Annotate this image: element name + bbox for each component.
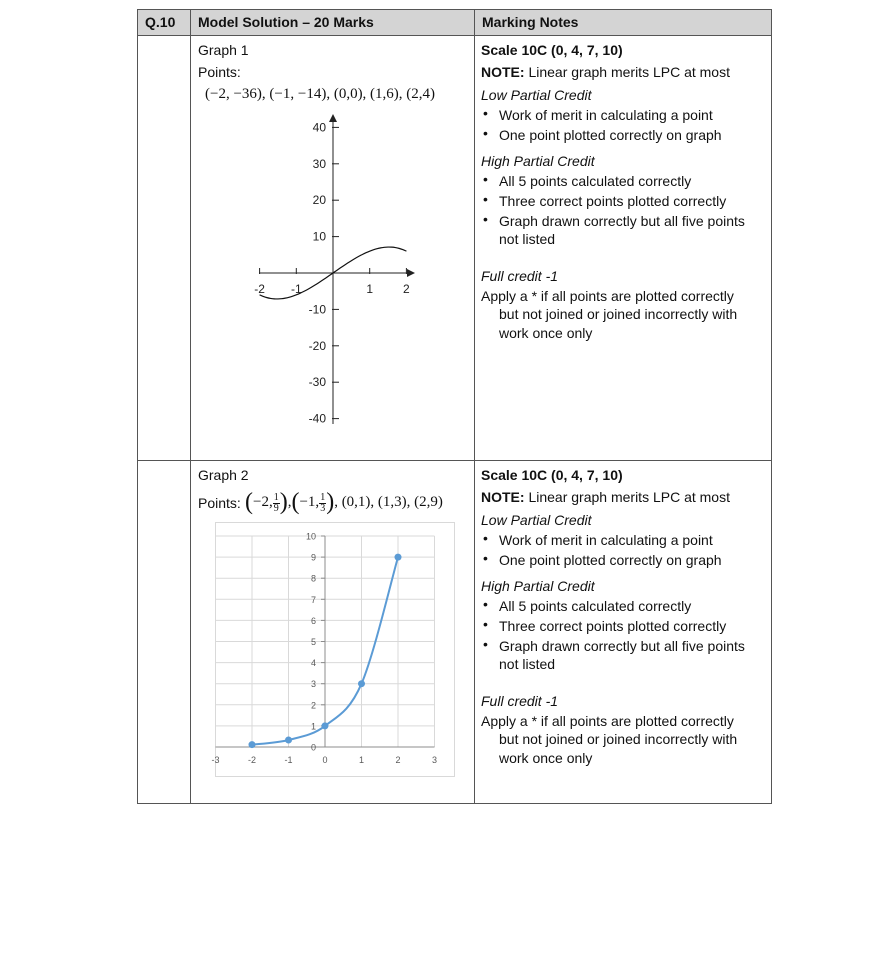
bullet-icon: •	[483, 125, 488, 141]
y-tick-label: 7	[310, 594, 316, 605]
low-item: One point plotted correctly on graph	[499, 127, 722, 143]
y-tick-label: -10	[308, 302, 326, 317]
graph2-cell	[191, 461, 475, 804]
bullet-icon: •	[483, 105, 488, 121]
low-item: Work of merit in calculating a point	[499, 532, 713, 548]
note-label: NOTE:	[481, 64, 525, 80]
bullet-icon: •	[483, 530, 488, 546]
graph2-data-point	[285, 736, 292, 743]
low-item: Work of merit in calculating a point	[499, 107, 713, 123]
high-credit-heading: High Partial Credit	[481, 578, 595, 594]
x-tick-label: -2	[247, 755, 257, 765]
graph2-chart	[191, 461, 475, 803]
y-tick-label: 10	[312, 229, 326, 244]
y-tick-label: 2	[310, 700, 316, 711]
graph1-points: (−2, −36), (−1, −14), (0,0), (1,6), (2,4)	[205, 86, 436, 102]
high-item: not listed	[499, 656, 556, 672]
full-credit-heading: Full credit -1	[481, 268, 559, 284]
x-tick-label: -2	[254, 282, 265, 296]
bullet-icon: •	[483, 191, 488, 207]
marking-notes-2	[475, 461, 771, 803]
graph2-points: (−2, $\frac{1}{9}$ ),(−1, $\frac{1}{3}$ ), (0,1), (1,3), (2,9)	[245, 489, 443, 515]
y-tick-label: -30	[308, 375, 326, 390]
question-cell	[138, 36, 191, 461]
y-tick-label: -20	[308, 338, 326, 353]
high-item: Graph drawn correctly but all five points	[499, 213, 745, 229]
low-credit-heading: Low Partial Credit	[481, 512, 592, 528]
graph1-cell	[191, 36, 475, 461]
marking-notes-1	[475, 36, 771, 460]
y-axis-arrow-icon	[329, 114, 337, 122]
full-credit-line: work once only	[499, 325, 593, 341]
note-text: Linear graph merits LPC at most	[524, 64, 730, 80]
x-tick-label: -1	[284, 755, 293, 765]
y-tick-label: 5	[310, 637, 316, 647]
x-tick-label: 2	[403, 282, 410, 296]
scale-text: Scale 10C (0, 4, 7, 10)	[481, 42, 623, 58]
y-tick-label: 6	[310, 615, 316, 626]
graph2-data-point	[395, 554, 402, 561]
bullet-icon: •	[483, 211, 488, 227]
x-tick-label: 1	[366, 282, 374, 296]
marking-notes-cell-2	[475, 461, 772, 804]
full-credit-line: work once only	[499, 750, 593, 766]
bullet-icon: •	[483, 171, 488, 187]
high-item: All 5 points calculated correctly	[499, 173, 692, 189]
model-solution-header: Model Solution – 20 Marks	[191, 10, 475, 36]
bullet-icon: •	[483, 616, 488, 632]
full-credit-line: Apply a * if all points are plotted correctly	[481, 713, 734, 729]
x-tick-label: 3	[431, 755, 438, 765]
note-text: Linear graph merits LPC at most	[524, 489, 730, 505]
y-tick-label: 20	[312, 193, 326, 208]
graph2-title: Graph 2	[198, 467, 249, 483]
marking-notes-header: Marking Notes	[475, 10, 772, 36]
low-item: One point plotted correctly on graph	[499, 552, 722, 568]
note-line	[481, 488, 730, 506]
high-credit-heading: High Partial Credit	[481, 153, 595, 169]
high-item: Graph drawn correctly but all five points	[499, 638, 745, 654]
graph2-data-point	[322, 722, 329, 729]
y-tick-label: 40	[312, 120, 326, 135]
y-tick-label: 3	[310, 679, 316, 690]
full-credit-line: but not joined or joined incorrectly with	[499, 306, 738, 322]
question-cell	[138, 461, 191, 804]
note-line	[481, 63, 730, 81]
high-item: All 5 points calculated correctly	[499, 598, 692, 614]
y-tick-label: 4	[310, 658, 316, 669]
bullet-icon: •	[483, 636, 488, 652]
graph2-data-point	[358, 680, 365, 687]
y-tick-label: 8	[310, 573, 316, 584]
high-item: not listed	[499, 231, 556, 247]
y-tick-label: -40	[308, 411, 326, 426]
question-number-header: Q.10	[138, 10, 191, 36]
graph2-points-label: Points:	[198, 495, 241, 511]
x-tick-label: -3	[211, 755, 220, 765]
full-credit-heading: Full credit -1	[481, 693, 559, 709]
bullet-icon: •	[483, 596, 488, 612]
scale-text: Scale 10C (0, 4, 7, 10)	[481, 467, 623, 483]
bullet-icon: •	[483, 550, 488, 566]
graph1-title: Graph 1	[198, 42, 249, 58]
graph1-points-label: Points:	[198, 64, 241, 80]
y-tick-label: 0	[310, 742, 316, 753]
high-item: Three correct points plotted correctly	[499, 193, 727, 209]
graph2-data-point	[249, 741, 256, 748]
full-credit-line: Apply a * if all points are plotted correctly	[481, 288, 734, 304]
full-credit-line: but not joined or joined incorrectly with	[499, 731, 738, 747]
marking-notes-cell-1	[475, 36, 772, 461]
high-item: Three correct points plotted correctly	[499, 618, 727, 634]
y-tick-label: 1	[310, 721, 316, 732]
note-label: NOTE:	[481, 489, 525, 505]
graph2-points-tail: , (0,1), (1,3), (2,9)	[334, 494, 443, 510]
x-tick-label: 1	[358, 755, 365, 765]
y-tick-label: 9	[310, 552, 316, 563]
y-tick-label: 10	[305, 531, 316, 542]
low-credit-heading: Low Partial Credit	[481, 87, 592, 103]
x-tick-label: 2	[395, 755, 401, 765]
x-tick-label: -1	[290, 282, 302, 296]
y-tick-label: 30	[312, 156, 326, 171]
graph1-chart	[191, 36, 475, 460]
x-axis-arrow-icon	[407, 269, 415, 277]
marking-scheme-table	[137, 9, 772, 804]
x-tick-label: 0	[322, 755, 328, 765]
